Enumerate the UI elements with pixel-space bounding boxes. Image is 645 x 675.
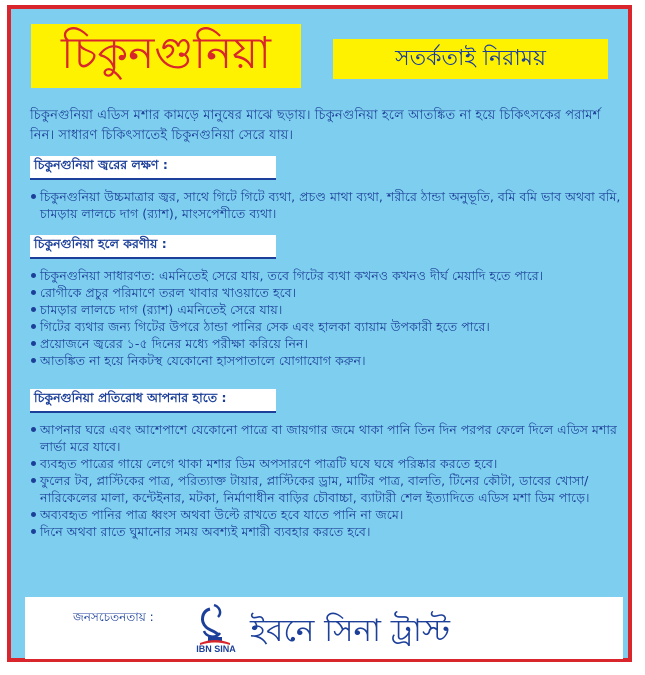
todo-heading: চিকুনগুনিয়া হলে করণীয় : — [30, 235, 276, 259]
prevention-list — [30, 421, 630, 540]
list-item: প্রয়োজনে জ্বরের ১-৫ দিনের মধ্যে পরীক্ষা করিয়ে নিন। — [30, 335, 630, 352]
list-item: ফুলের টব, প্লাস্টিকের পাত্র, পরিত্যাক্ত টায়ার, প্লাস্টিকের ড্রাম, মাটির পাত্র, বালতি, টিনের কৌটা, ডাবের খোসা/নারিকেলের মালা, কন্টেইনার, মটকা, নির্মাণাধীন বাড়ির চৌবাচ্চা, ব্যাটারী শেল ইত্যাদিতে এডিস মশা ডিম পাড়ে। — [30, 472, 630, 506]
intro-paragraph: চিকুনগুনিয়া এডিস মশার কামড়ে মানুষের মাঝে ছড়ায়। চিকুনগুনিয়া হলে আতঙ্কিত না হয়ে চিকিৎসকের পরামর্শ নিন। সাধারণ চিকিৎসাতেই চিকুনগুনিয়া সেরে যায়। — [30, 108, 601, 143]
list-item: গিটের ব্যথার জন্য গিটের উপরে ঠান্ডা পানির সেক এবং হালকা ব্যায়াম উপকারী হতে পারে। — [30, 318, 630, 335]
poster-frame — [7, 5, 632, 662]
poster-title: চিকুনগুনিয়া — [61, 27, 271, 79]
poster-slogan: সতর্কতাই নিরাময় — [395, 45, 546, 71]
prevention-heading: চিকুনগুনিয়া প্রতিরোধ আপনার হাতে : — [30, 389, 276, 413]
list-item: রোগীকে প্রচুর পরিমাণে তরল খাবার খাওয়াতে হবে। — [30, 284, 630, 301]
logo-text: IBN SINA — [196, 644, 236, 654]
list-item: অব্যবহৃত পানির পাত্র ধ্বংস অথবা উল্টে রাখতে হবে যাতে পানি না জমে। — [30, 506, 630, 523]
title-banner — [31, 24, 301, 88]
symptoms-list — [30, 188, 630, 222]
todo-list — [30, 267, 630, 369]
footer-banner — [25, 597, 623, 659]
list-item: আতঙ্কিত না হয়ে নিকটস্থ যেকোনো হাসপাতালে যোগাযোগ করুন। — [30, 352, 630, 369]
symptoms-heading: চিকুনগুনিয়া জ্বরের লক্ষণ : — [30, 156, 276, 180]
organization-name: ইবনে সিনা ট্রাস্ট — [250, 613, 451, 649]
footer-prefix: জনসচেতনতায় : — [73, 610, 154, 624]
slogan-banner — [333, 39, 608, 79]
list-item: চিকুনগুনিয়া সাধারণত: এমনিতেই সেরে যায়, তবে গিটের ব্যথা কখনও কখনও দীর্ঘ মেয়াদি হতে পারে। — [30, 267, 630, 284]
list-item: চিকুনগুনিয়া উচ্চমাত্রার জ্বর, সাথে গিটে গিটে ব্যথা, প্রচণ্ড মাথা ব্যথা, শরীরে ঠান্ডা অনুভূতি, বমি বমি ভাব অথবা বমি, চামড়ায় লালচে দাগ (র‍্যাশ), মাংসপেশীতে ব্যথা। — [30, 188, 630, 222]
list-item: দিনে অথবা রাতে ঘুমানোর সময় অবশ্যই মশারী ব্যবহার করতে হবে। — [30, 523, 630, 540]
list-item: চামড়ার লালচে দাগ (র‍্যাশ) এমনিতেই সেরে যায়। — [30, 301, 630, 318]
list-item: ব্যবহৃত পাত্রের গায়ে লেগে থাকা মশার ডিম অপসারণে পাত্রটি ঘষে ঘষে পরিষ্কার করতে হবে। — [30, 455, 630, 472]
list-item: আপনার ঘরে এবং আশেপাশে যেকোনো পাত্রে বা জায়গার জমে থাকা পানি তিন দিন পরপর ফেলে দিলে এডিস মশার লার্ভা মরে যাবে। — [30, 421, 630, 455]
